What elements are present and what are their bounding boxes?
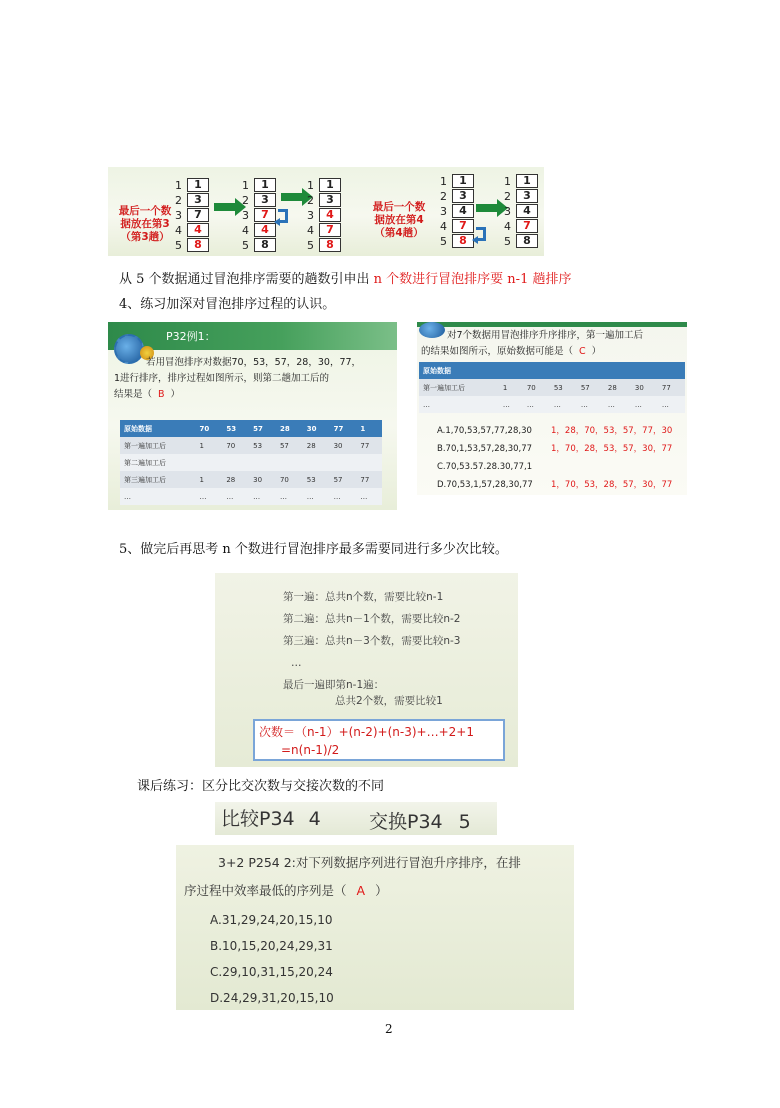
sort-row bbox=[437, 189, 474, 203]
table-cell: … bbox=[276, 488, 303, 505]
table-cell: 53 bbox=[550, 379, 577, 396]
page-refs-panel bbox=[215, 802, 497, 835]
table-cell: … bbox=[222, 488, 249, 505]
compare-ref: 比较P34 4 bbox=[221, 808, 321, 830]
question-3-options bbox=[210, 907, 334, 1010]
sort-column bbox=[239, 178, 276, 253]
row-index: 1 bbox=[504, 174, 511, 188]
sort-cell: 4 bbox=[254, 223, 276, 237]
row-index: 1 bbox=[242, 178, 249, 192]
option-label: C.70,53.57.28.30,77,1 bbox=[437, 462, 533, 472]
section-5-heading: 5、做完后再思考 n 个数进行冒泡排序最多需要同进行多少次比较。 bbox=[119, 542, 508, 557]
table-cell: 77 bbox=[356, 471, 382, 488]
sort-row bbox=[239, 223, 276, 237]
sort-cell: 8 bbox=[516, 234, 538, 248]
table-cell: 30 bbox=[631, 379, 658, 396]
sort-column bbox=[501, 174, 538, 249]
option-line bbox=[437, 422, 685, 440]
left-note: 最后一个数 据放在第3 （第3趟） bbox=[118, 205, 172, 243]
table-row bbox=[419, 396, 685, 413]
sort-cell: 1 bbox=[452, 174, 474, 188]
table-cell: … bbox=[330, 488, 357, 505]
table-header-row bbox=[120, 420, 382, 437]
table-cell: 1 bbox=[196, 437, 223, 454]
header-cell: 30 bbox=[303, 420, 330, 437]
table-cell: … bbox=[577, 396, 604, 413]
table-cell: … bbox=[550, 396, 577, 413]
row-index: 5 bbox=[242, 238, 249, 252]
row-index: 1 bbox=[175, 178, 182, 192]
sort-row bbox=[437, 204, 474, 218]
sort-row bbox=[239, 208, 276, 222]
sort-cell: 8 bbox=[254, 238, 276, 252]
pass-list: 第一遍：总共n个数，需要比较n-1 第二遍：总共n－1个数，需要比较n-2 第三遍：总共n－3个数，需要比较n-3 … 最后一遍即第n-1遍： 总共2个数，需要比较1 bbox=[283, 591, 461, 707]
header-cell bbox=[658, 362, 685, 379]
sort-row bbox=[239, 238, 276, 252]
row-index: 5 bbox=[440, 234, 447, 248]
table-cell: 第三遍加工后 bbox=[120, 471, 196, 488]
sort-row bbox=[172, 238, 209, 252]
sort-cell: 7 bbox=[319, 223, 341, 237]
sort-cell: 8 bbox=[319, 238, 341, 252]
example-1-title-bar bbox=[108, 322, 397, 350]
option-line bbox=[437, 476, 685, 494]
sort-cell: 7 bbox=[516, 219, 538, 233]
sort-cell: 3 bbox=[187, 193, 209, 207]
question-3-text: 3+2 P254 2:对下列数据序列进行冒泡升序排序，在排 序过程中效率最低的序列是（ A ） bbox=[184, 855, 521, 898]
header-cell bbox=[550, 362, 577, 379]
example-2-options bbox=[437, 422, 685, 494]
header-cell bbox=[577, 362, 604, 379]
table-cell: 28 bbox=[222, 471, 249, 488]
sort-cell: 4 bbox=[319, 208, 341, 222]
table-row bbox=[419, 379, 685, 396]
row-index: 1 bbox=[307, 178, 314, 192]
table-cell bbox=[330, 454, 357, 471]
sort-cell: 1 bbox=[516, 174, 538, 188]
row-index: 2 bbox=[307, 193, 314, 207]
row-index: 5 bbox=[504, 234, 511, 248]
header-cell: 77 bbox=[330, 420, 357, 437]
sort-row bbox=[172, 223, 209, 237]
header-cell bbox=[631, 362, 658, 379]
question-3-panel bbox=[176, 845, 574, 1010]
table-cell: 28 bbox=[604, 379, 631, 396]
header-cell bbox=[499, 362, 523, 379]
table-cell bbox=[303, 454, 330, 471]
sort-cell: 4 bbox=[187, 223, 209, 237]
table-cell: 57 bbox=[276, 437, 303, 454]
sort-column bbox=[304, 178, 341, 253]
option-result: 1，70，28，53，57，30，77 bbox=[551, 444, 673, 454]
right-arrow-icon bbox=[214, 203, 236, 211]
option-c: C.29,10,31,15,20,24 bbox=[210, 965, 333, 979]
table-cell: … bbox=[658, 396, 685, 413]
row-index: 3 bbox=[504, 204, 511, 218]
sort-row bbox=[304, 193, 341, 207]
header-cell: 57 bbox=[249, 420, 276, 437]
swap-loop-icon bbox=[476, 227, 486, 241]
formula-box: 次数＝（n-1）+(n-2)+(n-3)+…+2+1 =n(n-1)/2 bbox=[253, 719, 505, 761]
option-b: B.10,15,20,24,29,31 bbox=[210, 939, 333, 953]
row-index: 5 bbox=[307, 238, 314, 252]
row-index: 3 bbox=[307, 208, 314, 222]
example-2-question: 对7个数据用冒泡排序升序排序，第一遍加工后 的结果如图所示，原始数据可能是（ C ） bbox=[421, 330, 644, 357]
sort-row bbox=[437, 174, 474, 188]
row-index: 3 bbox=[242, 208, 249, 222]
sort-cell: 3 bbox=[516, 189, 538, 203]
table-cell bbox=[356, 454, 382, 471]
table-cell: … bbox=[120, 488, 196, 505]
option-label: B.70,1,53,57,28,30,77 bbox=[437, 444, 533, 454]
sort-row bbox=[304, 178, 341, 192]
table-cell: 30 bbox=[330, 437, 357, 454]
example-2-top-bar bbox=[417, 322, 687, 327]
table-cell: … bbox=[499, 396, 523, 413]
sort-row bbox=[501, 204, 538, 218]
table-cell: … bbox=[419, 396, 499, 413]
header-cell: 原始数据 bbox=[419, 362, 499, 379]
row-index: 4 bbox=[175, 223, 182, 237]
table-header-row bbox=[419, 362, 685, 379]
table-row bbox=[120, 437, 382, 454]
header-cell: 原始数据 bbox=[120, 420, 196, 437]
table-cell: … bbox=[631, 396, 658, 413]
table-cell: 77 bbox=[356, 437, 382, 454]
sort-cell: 7 bbox=[452, 219, 474, 233]
table-cell: 第二遍加工后 bbox=[120, 454, 196, 471]
table-cell: 28 bbox=[303, 437, 330, 454]
sort-row bbox=[437, 234, 474, 248]
table-cell: 1 bbox=[499, 379, 523, 396]
table-cell: 53 bbox=[303, 471, 330, 488]
section-4-heading: 4、练习加深对冒泡排序过程的认识。 bbox=[119, 297, 336, 312]
table-cell: 第一遍加工后 bbox=[419, 379, 499, 396]
swap-loop-icon bbox=[278, 209, 288, 223]
row-index: 2 bbox=[504, 189, 511, 203]
sort-column bbox=[172, 178, 209, 253]
option-a: A.31,29,24,20,15,10 bbox=[210, 913, 333, 927]
row-index: 2 bbox=[440, 189, 447, 203]
sort-row bbox=[304, 223, 341, 237]
table-cell: … bbox=[249, 488, 276, 505]
sort-row bbox=[501, 189, 538, 203]
table-cell: … bbox=[604, 396, 631, 413]
table-row bbox=[120, 454, 382, 471]
header-cell: 53 bbox=[222, 420, 249, 437]
table-cell: 57 bbox=[577, 379, 604, 396]
example-1-question: 若用冒泡排序对数据70，53，57，28，30，77， 1进行排序，排序过程如图所示，则第二趟加工后的 结果是（ B ） bbox=[114, 357, 362, 400]
sort-row bbox=[304, 238, 341, 252]
sort-row bbox=[501, 219, 538, 233]
option-d: D.24,29,31,20,15,10 bbox=[210, 991, 334, 1005]
example-1-table bbox=[120, 420, 382, 505]
sort-row bbox=[501, 174, 538, 188]
option-line bbox=[437, 440, 685, 458]
table-cell: 1 bbox=[196, 471, 223, 488]
conclusion-line: 从 5 个数据通过冒泡排序需要的趟数引申出 n 个数进行冒泡排序要 n-1 趟排序 bbox=[119, 272, 572, 287]
header-cell: 1 bbox=[356, 420, 382, 437]
sort-row bbox=[437, 219, 474, 233]
example-1-title: P32例1： bbox=[166, 330, 216, 343]
table-cell bbox=[276, 454, 303, 471]
option-label: D.70,53,1,57,28,30,77 bbox=[437, 480, 533, 490]
table-cell: 70 bbox=[222, 437, 249, 454]
row-index: 4 bbox=[504, 219, 511, 233]
table-cell: 第一遍加工后 bbox=[120, 437, 196, 454]
sort-row bbox=[304, 208, 341, 222]
row-index: 3 bbox=[440, 204, 447, 218]
row-index: 4 bbox=[242, 223, 249, 237]
sort-row bbox=[239, 178, 276, 192]
sort-cell: 1 bbox=[319, 178, 341, 192]
table-row bbox=[120, 488, 382, 505]
example-1-panel bbox=[108, 322, 397, 510]
sort-cell: 8 bbox=[187, 238, 209, 252]
sort-cell: 3 bbox=[254, 193, 276, 207]
row-index: 3 bbox=[175, 208, 182, 222]
table-cell bbox=[249, 454, 276, 471]
comparisons-panel bbox=[215, 573, 518, 767]
table-cell: 70 bbox=[276, 471, 303, 488]
sort-row bbox=[172, 208, 209, 222]
row-index: 2 bbox=[242, 193, 249, 207]
sort-cell: 7 bbox=[254, 208, 276, 222]
option-label: A.1,70,53,57,77,28,30 bbox=[437, 426, 532, 436]
right-arrow-icon bbox=[281, 193, 303, 201]
right-arrow-icon bbox=[476, 204, 498, 212]
table-cell: 57 bbox=[330, 471, 357, 488]
sort-cell: 8 bbox=[452, 234, 474, 248]
sort-cell: 3 bbox=[452, 189, 474, 203]
table-cell: … bbox=[303, 488, 330, 505]
header-cell bbox=[604, 362, 631, 379]
option-line bbox=[437, 458, 685, 476]
header-cell: 70 bbox=[196, 420, 223, 437]
example-2-table bbox=[419, 362, 685, 413]
table-cell bbox=[222, 454, 249, 471]
table-row bbox=[120, 471, 382, 488]
table-cell: 30 bbox=[249, 471, 276, 488]
header-cell bbox=[523, 362, 550, 379]
option-result: 1，28，70，53，57，77，30 bbox=[551, 426, 673, 436]
page-number: 2 bbox=[385, 1022, 393, 1036]
row-index: 4 bbox=[440, 219, 447, 233]
table-cell: … bbox=[196, 488, 223, 505]
sort-row bbox=[501, 234, 538, 248]
row-index: 2 bbox=[175, 193, 182, 207]
sort-row bbox=[172, 178, 209, 192]
table-cell: 70 bbox=[523, 379, 550, 396]
sort-row bbox=[172, 193, 209, 207]
table-cell: … bbox=[523, 396, 550, 413]
sort-row bbox=[239, 193, 276, 207]
sort-cell: 7 bbox=[187, 208, 209, 222]
sort-cell: 4 bbox=[452, 204, 474, 218]
row-index: 4 bbox=[307, 223, 314, 237]
row-index: 1 bbox=[440, 174, 447, 188]
sort-cell: 1 bbox=[254, 178, 276, 192]
row-index: 5 bbox=[175, 238, 182, 252]
header-cell: 28 bbox=[276, 420, 303, 437]
sort-cell: 3 bbox=[319, 193, 341, 207]
right-note: 最后一个数 据放在第4 （第4趟） bbox=[372, 201, 426, 239]
bubble-sort-diagram bbox=[108, 167, 544, 256]
table-cell: 77 bbox=[658, 379, 685, 396]
homework-line: 课后练习：区分比交次数与交接次数的不同 bbox=[137, 779, 385, 794]
sort-cell: 4 bbox=[516, 204, 538, 218]
option-result: 1，70，53，28，57，30，77 bbox=[551, 480, 673, 490]
swap-ref: 交换P34 5 bbox=[369, 811, 471, 833]
sort-cell: 1 bbox=[187, 178, 209, 192]
table-cell: 53 bbox=[249, 437, 276, 454]
table-cell: … bbox=[356, 488, 382, 505]
example-2-panel bbox=[417, 322, 687, 495]
table-cell bbox=[196, 454, 223, 471]
sort-column bbox=[437, 174, 474, 249]
